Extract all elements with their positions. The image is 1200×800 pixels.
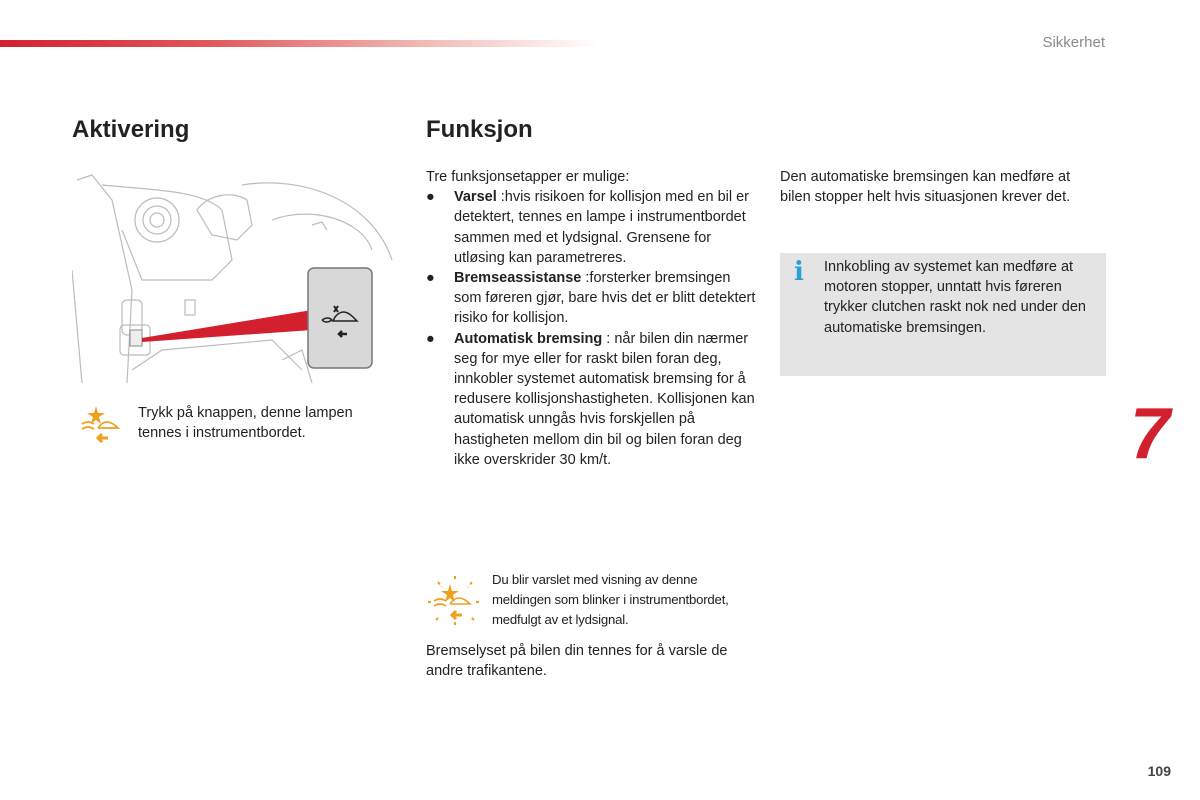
warning-note: Du blir varslet med visning av denne meldingen som blinker i instrumentbordet, medfulgt av et lydsignal.: [492, 572, 729, 628]
activation-caption: Trykk på knappen, denne lampen tennes i instrumentbordet.: [138, 405, 353, 442]
item-title: Varsel: [454, 189, 497, 206]
item-text: : når bilen din nærmer seg for mye eller for raskt bilen foran deg, innkobler systemet automatisk bremsing for å redusere kollisjonshastigheten. Kollisjonen kan automatisk unngås hvis forskjellen på hastigheten mellom din bil og bilen foran deg ikke overskrider 30 km/t.: [454, 330, 755, 468]
info-icon: i: [794, 257, 804, 287]
info-text: Innkobling av systemet kan medføre at motoren stopper, unntatt hvis føreren trykker clutchen raskt nok ned under den automatiske bremsingen.: [824, 259, 1086, 336]
item-text: :forsterker bremsingen som føreren gjør, bare hvis det er blitt detektert risiko for kollisjon.: [454, 270, 756, 327]
chapter-number: 7: [1130, 394, 1171, 474]
auto-brake-text: Den automatiske bremsingen kan medføre at bilen stopper helt hvis situasjonen krever det.: [780, 169, 1071, 206]
heading-funksjon: Funksjon: [426, 116, 533, 143]
heading-aktivering: Aktivering: [72, 116, 190, 143]
page-number: 109: [1147, 763, 1171, 779]
info-box: [780, 253, 1106, 376]
flashing-alert-icon: [426, 574, 484, 630]
bullet: ●: [426, 330, 435, 347]
bullet: ●: [426, 270, 435, 287]
item-title: Automatisk bremsing: [454, 330, 603, 347]
brake-light-text: Bremselyset på bilen din tennes for å varsle de andre trafikantene.: [426, 643, 728, 680]
function-list-block: [426, 167, 756, 470]
function-intro: Tre funksjonsetapper er mulige:: [426, 169, 630, 185]
section-title: Sikkerhet: [1042, 34, 1105, 51]
bullet: ●: [426, 189, 435, 206]
dashboard-illustration: [72, 170, 397, 383]
item-title: Bremseassistanse: [454, 270, 582, 287]
list-item-bremseassistanse: [426, 268, 756, 329]
list-item-varsel: [426, 187, 756, 268]
item-text: :hvis risikoen for kollisjon med en bil er detektert, tennes en lampe i instrumentbordet sammen med et lydsignal. Grensene for utløsing kan parametreres.: [454, 189, 749, 266]
list-item-automatisk-bremsing: [426, 329, 756, 470]
function-list: [426, 187, 756, 470]
collision-alert-lamp-icon: [78, 402, 124, 444]
header-accent-bar: [0, 40, 600, 47]
